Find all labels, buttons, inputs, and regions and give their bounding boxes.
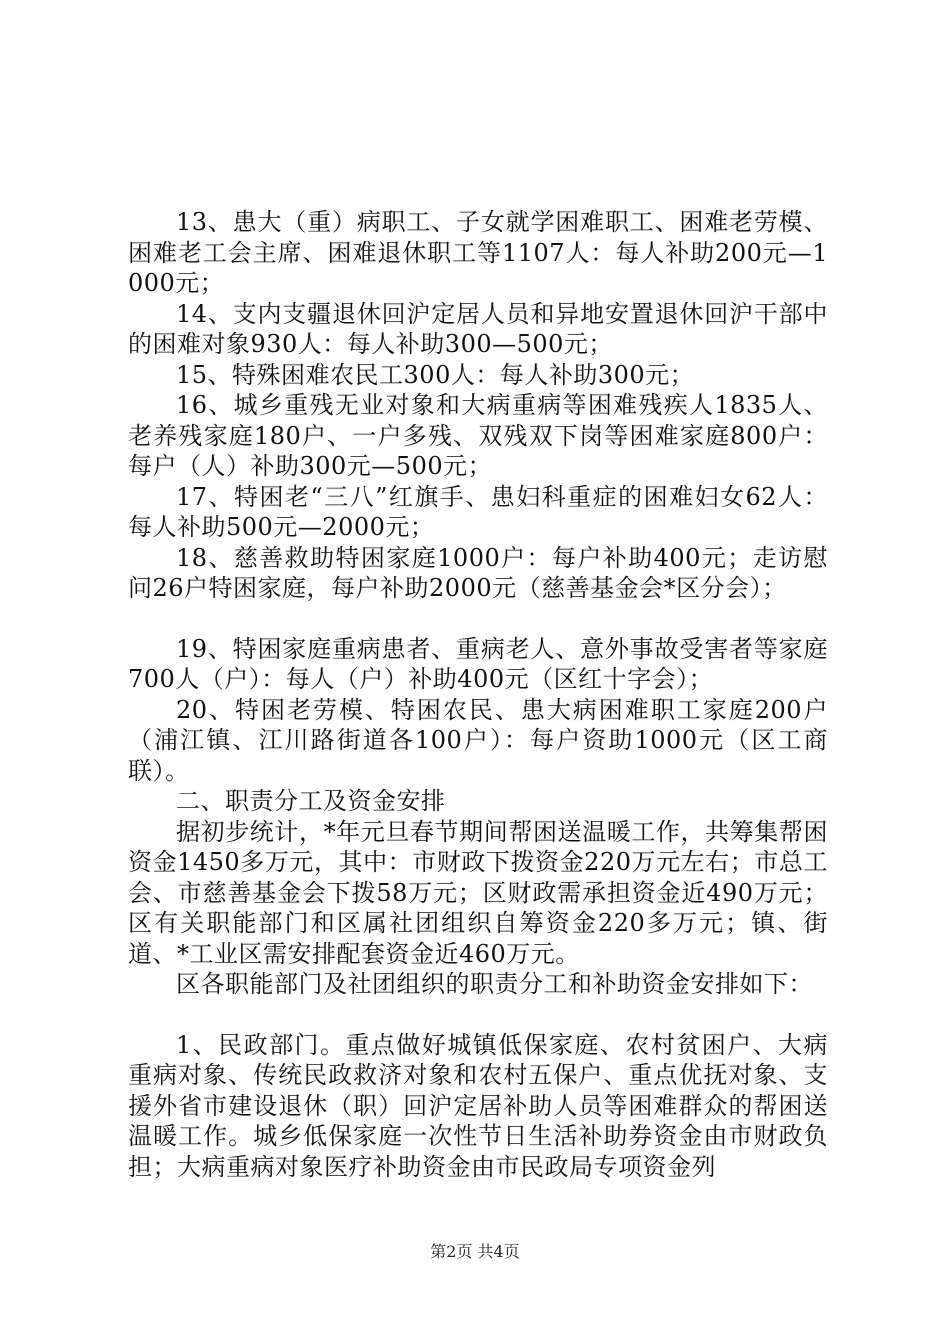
paragraph-item-15: 15、特殊困难农民工300人：每人补助300元； bbox=[176, 360, 695, 389]
page-number-footer: 第2页 共4页 bbox=[430, 1242, 520, 1261]
funding-summary-paragraph: 据初步统计，*年元旦春节期间帮困送温暖工作，共筹集帮困资金1450多万元，其中：市财政下拨资金220万元左右；市总工会、市慈善基金会下拨58万元；区财政需承担资金近490万元；区有关职能部门和区属社团组织自筹资金220多万元；镇、街道、*工业区需安排配套资金近460万元。 bbox=[128, 817, 828, 968]
paragraph-item-20: 20、特困老劳模、特困农民、患大病困难职工家庭200户（浦江镇、江川路街道各100户）：每户资助1000元（区工商联）。 bbox=[128, 695, 828, 785]
paragraph-item-16: 16、城乡重残无业对象和大病重病等困难残疾人1835人、老养残家庭180户、一户多残、双残双下岗等困难家庭800户：每户（人）补助300元—500元； bbox=[128, 391, 828, 480]
document-body bbox=[128, 207, 828, 1182]
paragraph-item-19: 19、特困家庭重病患者、重病老人、意外事故受害者等家庭700人（户）：每人（户）补助400元（区红十字会）； bbox=[128, 634, 828, 693]
section-heading: 二、职责分工及资金安排 bbox=[176, 787, 446, 815]
paragraph-item-18: 18、慈善救助特困家庭1000户：每户补助400元；走访慰问26户特困家庭，每户补助2000元（慈善基金会*区分会）； bbox=[128, 543, 828, 602]
duties-intro-paragraph: 区各职能部门及社团组织的职责分工和补助资金安排如下： bbox=[176, 970, 813, 998]
paragraph-item-13: 13、患大（重）病职工、子女就学困难职工、困难老劳模、困难老工会主席、困难退休职工等1107人：每人补助200元—1000元； bbox=[128, 208, 828, 297]
civil-affairs-paragraph: 1、民政部门。重点做好城镇低保家庭、农村贫困户、大病重病对象、传统民政救济对象和农村五保户、重点优抚对象、支援外省市建设退休（职）回沪定居补助人员等困难群众的帮困送温暖工作。城乡低保家庭一次性节日生活补助券资金由市财政负担；大病重病对象医疗补助资金由市民政局专项资金列 bbox=[128, 1030, 828, 1181]
paragraph-item-14: 14、支内支疆退休回沪定居人员和异地安置退休回沪干部中的困难对象930人：每人补助300—500元； bbox=[128, 299, 828, 358]
paragraph-item-17: 17、特困老“三八”红旗手、患妇科重症的困难妇女62人：每人补助500元—2000元； bbox=[128, 482, 828, 541]
